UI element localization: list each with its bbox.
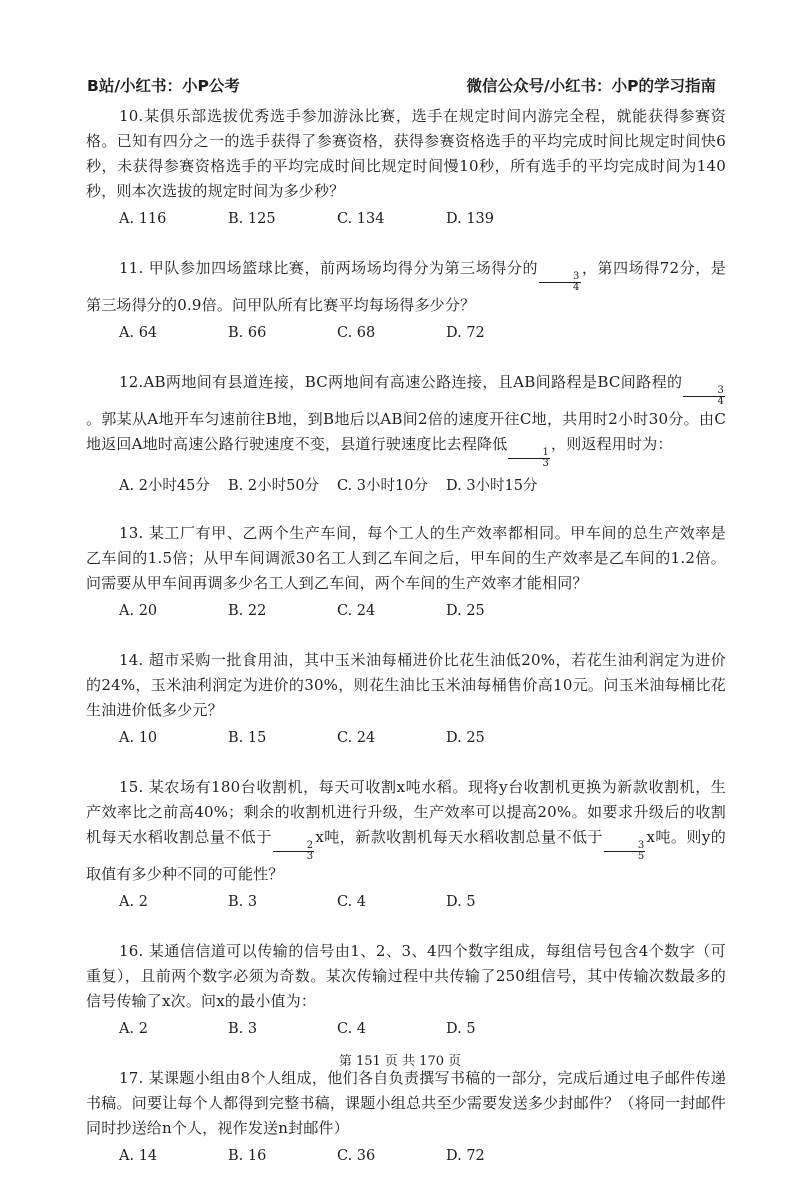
option-a: A. 116 [119,211,167,227]
options-row [86,206,726,232]
fraction-denominator: 4 [717,396,724,407]
option-c: C. 24 [337,603,376,619]
option-b: B. 2小时50分 [228,477,320,494]
option-d: D. 5 [446,1021,476,1037]
question-text-part-1: 11. 甲队参加四场篮球比赛，前两场场均得分为第三场得分的 [119,259,539,277]
fraction-denominator: 3 [306,851,314,862]
fraction-denominator: 5 [637,851,645,862]
option-a: A. 2 [119,1021,148,1037]
fraction-numerator: 2 [273,841,315,852]
option-c: C. 24 [337,730,376,746]
option-b: B. 125 [228,211,276,227]
option-d: D. 25 [446,730,485,746]
option-d: D. 3小时15分 [446,477,538,494]
options-row [86,1016,726,1042]
fraction-numerator: 3 [539,272,581,283]
option-c: C. 4 [337,894,367,910]
option-a: A. 2小时45分 [119,477,210,494]
question-text-part-3: ，则返程用时为： [551,435,673,453]
option-d: D. 25 [446,603,485,619]
fraction-numerator: 3 [683,386,725,397]
options-row [86,1143,726,1169]
option-c: C. 4 [337,1021,367,1037]
fraction [604,841,646,862]
question-10 [86,104,726,232]
question-11 [86,256,726,346]
fraction [508,448,550,469]
options-row [86,598,726,624]
fraction-denominator: 4 [573,282,580,293]
question-12 [86,370,726,497]
option-c: C. 3小时10分 [337,477,428,494]
option-d: D. 139 [446,211,495,227]
question-text-part-3: x吨。则y的取值有多少种不同的可能性？ [86,828,727,883]
page-number: 第 151 页 共 170 页 [338,1054,462,1069]
options-row [86,889,726,915]
fraction-numerator: 3 [604,841,646,852]
fraction-denominator: 3 [542,458,549,469]
option-a: A. 2 [119,894,148,910]
option-b: B. 15 [228,730,267,746]
option-b: B. 66 [228,325,267,341]
fraction [683,386,725,407]
fraction [273,841,315,862]
option-d: D. 72 [446,325,485,341]
question-text: 13. 某工厂有甲、乙两个生产车间，每个工人的生产效率都相同。甲车间的总生产效率是乙车间的1.5倍；从甲车间调派30名工人到乙车间之后，甲车间的生产效率是乙车间的1.2倍。问需要从甲车间再调多少名工人到乙车间，两个车间的生产效率才能相同？ [86,524,726,592]
question-text-part-2: x吨，新款收割机每天水稻收割总量不低于 [315,828,603,846]
option-b: B. 3 [228,1021,258,1037]
option-b: B. 22 [228,603,267,619]
option-d: D. 5 [446,894,476,910]
question-text [86,775,726,887]
option-d: D. 72 [446,1148,485,1164]
question-text: 17. 某课题小组由8个人组成，他们各自负责撰写书稿的一部分，完成后通过电子邮件传递书稿。问要让每个人都得到完整书稿，课题小组总共至少需要发送多少封邮件？（将同一封邮件同时抄送给n个人，视作发送n封邮件） [86,1069,726,1137]
page-header [0,74,800,100]
option-a: A. 10 [119,730,158,746]
fraction-numerator: 1 [508,448,550,459]
option-a: A. 64 [119,325,158,341]
question-13 [86,521,726,624]
question-text: 10.某俱乐部选拔优秀选手参加游泳比赛，选手在规定时间内游完全程，就能获得参赛资格。已知有四分之一的选手获得了参赛资格，获得参赛资格选手的平均完成时间比规定时间快6秒，未获得参赛资格选手的平均完成时间比规定时间慢10秒，所有选手的平均完成时间为140秒，则本次选拔的规定时间为多少秒？ [86,107,726,200]
option-c: C. 36 [337,1148,376,1164]
question-list [86,104,726,1193]
question-17 [86,1066,726,1169]
option-c: C. 134 [337,211,385,227]
options-row [86,320,726,346]
options-row [86,471,726,497]
question-text-part-1: 12.AB两地间有县道连接，BC两地间有高速公路连接，且AB间路程是BC间路程的 [119,373,683,391]
question-text-part-2: 。郭某从A地开车匀速前往B地，到B地后以AB间2倍的速度开往C地，共用时2小时30分。由C地返回A地时高速公路行驶速度不变，县道行驶速度比去程降低 [86,410,726,453]
question-text [86,256,726,318]
fraction [539,272,581,293]
option-a: A. 14 [119,1148,158,1164]
question-16 [86,939,726,1042]
question-text-part-1: 15. 某农场有180台收割机，每天可收割x吨水稻。现将y台收割机更换为新款收割机，生产效率比之前高40%；剩余的收割机进行升级，生产效率可以提高20%。如要求升级后的收割机每天水稻收割总量不低于 [86,778,726,846]
header-left: B站/小红书：小P公考 [87,77,240,95]
question-text [86,370,726,469]
header-right: 微信公众号/小红书：小P的学习指南 [466,77,716,95]
option-b: B. 16 [228,1148,267,1164]
option-b: B. 3 [228,894,258,910]
options-row [86,725,726,751]
option-c: C. 68 [337,325,376,341]
option-a: A. 20 [119,603,158,619]
question-14 [86,648,726,751]
question-text: 14. 超市采购一批食用油，其中玉米油每桶进价比花生油低20%，若花生油利润定为进价的24%，玉米油利润定为进价的30%，则花生油比玉米油每桶售价高10元。问玉米油每桶比花生油进价低多少元？ [86,651,726,719]
question-text-part-2: ，第四场得72分，是第三场得分的0.9倍。问甲队所有比赛平均每场得多少分？ [86,259,726,314]
question-15 [86,775,726,915]
question-text: 16. 某通信信道可以传输的信号由1、2、3、4四个数字组成，每组信号包含4个数字（可重复），且前两个数字必须为奇数。某次传输过程中共传输了250组信号，其中传输次数最多的信号传输了x次。问x的最小值为： [86,942,726,1010]
